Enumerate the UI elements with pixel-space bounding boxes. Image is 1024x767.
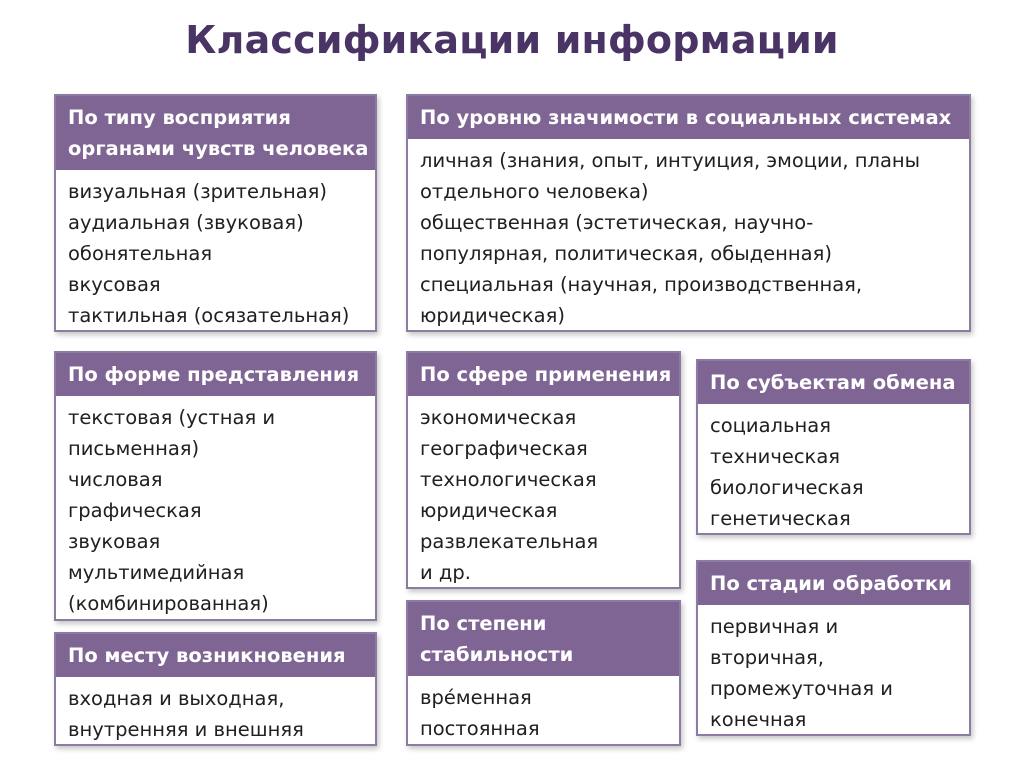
list-item: социальная [710,414,831,437]
list-item: юридическая) [420,304,565,327]
list-item: юридическая [420,499,558,522]
header-line: По типу восприятия [68,106,291,129]
list-item: вре́менная [420,686,532,709]
card-significance-header [408,96,969,139]
card-form-header [56,353,375,396]
card-sphere-header [408,353,679,396]
list-item: вкусовая [68,273,161,296]
list-item: экономическая [420,406,577,429]
card-perception [54,94,377,332]
header-line: По форме представления [68,363,360,386]
list-item: генетическая [710,507,851,530]
card-perception-body [56,170,375,331]
card-stability-body [408,676,679,744]
card-origin-body [56,677,375,745]
list-item: географическая [420,437,588,460]
list-item: общественная (эстетическая, научно- [420,211,814,234]
card-sphere-body [408,396,679,588]
card-processing-body [698,605,969,735]
header-line: По сфере применения [420,363,672,386]
header-line: органами чувств человека [68,137,369,160]
list-item: (комбинированная) [68,592,269,615]
list-item: визуальная (зрительная) [68,180,327,203]
card-stability-header [408,602,679,676]
card-subjects-body [698,404,969,534]
list-item: входная и выходная, [68,687,285,710]
list-item: звуковая [68,530,161,553]
list-item: популярная, политическая, обыденная) [420,242,832,265]
list-item: технологическая [420,468,597,491]
header-line: По стадии обработки [710,572,952,595]
list-item: текстовая (устная и [68,406,276,429]
card-processing-header [698,562,969,605]
card-subjects-header [698,361,969,404]
card-origin-header [56,634,375,677]
header-line: По степени [420,612,547,635]
card-subjects [696,359,971,535]
list-item: вторичная, [710,646,824,669]
list-item: тактильная (осязательная) [68,304,350,327]
header-line: По субъектам обмена [710,371,956,394]
card-sphere [406,351,681,589]
card-stability [406,600,681,746]
list-item: конечная [710,708,807,731]
card-significance [406,94,971,332]
page-title: Классификации информации [185,18,839,62]
card-origin [54,632,377,746]
list-item: биологическая [710,476,864,499]
card-processing [696,560,971,736]
list-item: специальная (научная, производственная, [420,273,863,296]
card-form-body [56,396,375,619]
card-perception-header [56,96,375,170]
list-item: отдельного человека) [420,180,649,203]
list-item: числовая [68,468,163,491]
header-line: По месту возникновения [68,644,346,667]
list-item: мультимедийная [68,561,245,584]
header-line: По уровню значимости в социальных системах [420,106,952,129]
list-item: постоянная [420,717,540,740]
list-item: аудиальная (звуковая) [68,211,304,234]
list-item: первичная и [710,615,839,638]
card-form [54,351,377,621]
card-significance-body [408,139,969,331]
list-item: развлекательная [420,530,599,553]
header-line: стабильности [420,643,574,666]
list-item: письменная) [68,437,200,460]
list-item: промежуточная и [710,677,893,700]
list-item: графическая [68,499,202,522]
list-item: личная (знания, опыт, интуиция, эмоции, планы [420,149,921,172]
list-item: внутренняя и внешняя [68,718,304,741]
list-item: и др. [420,561,471,584]
list-item: техническая [710,445,841,468]
list-item: обонятельная [68,242,213,265]
